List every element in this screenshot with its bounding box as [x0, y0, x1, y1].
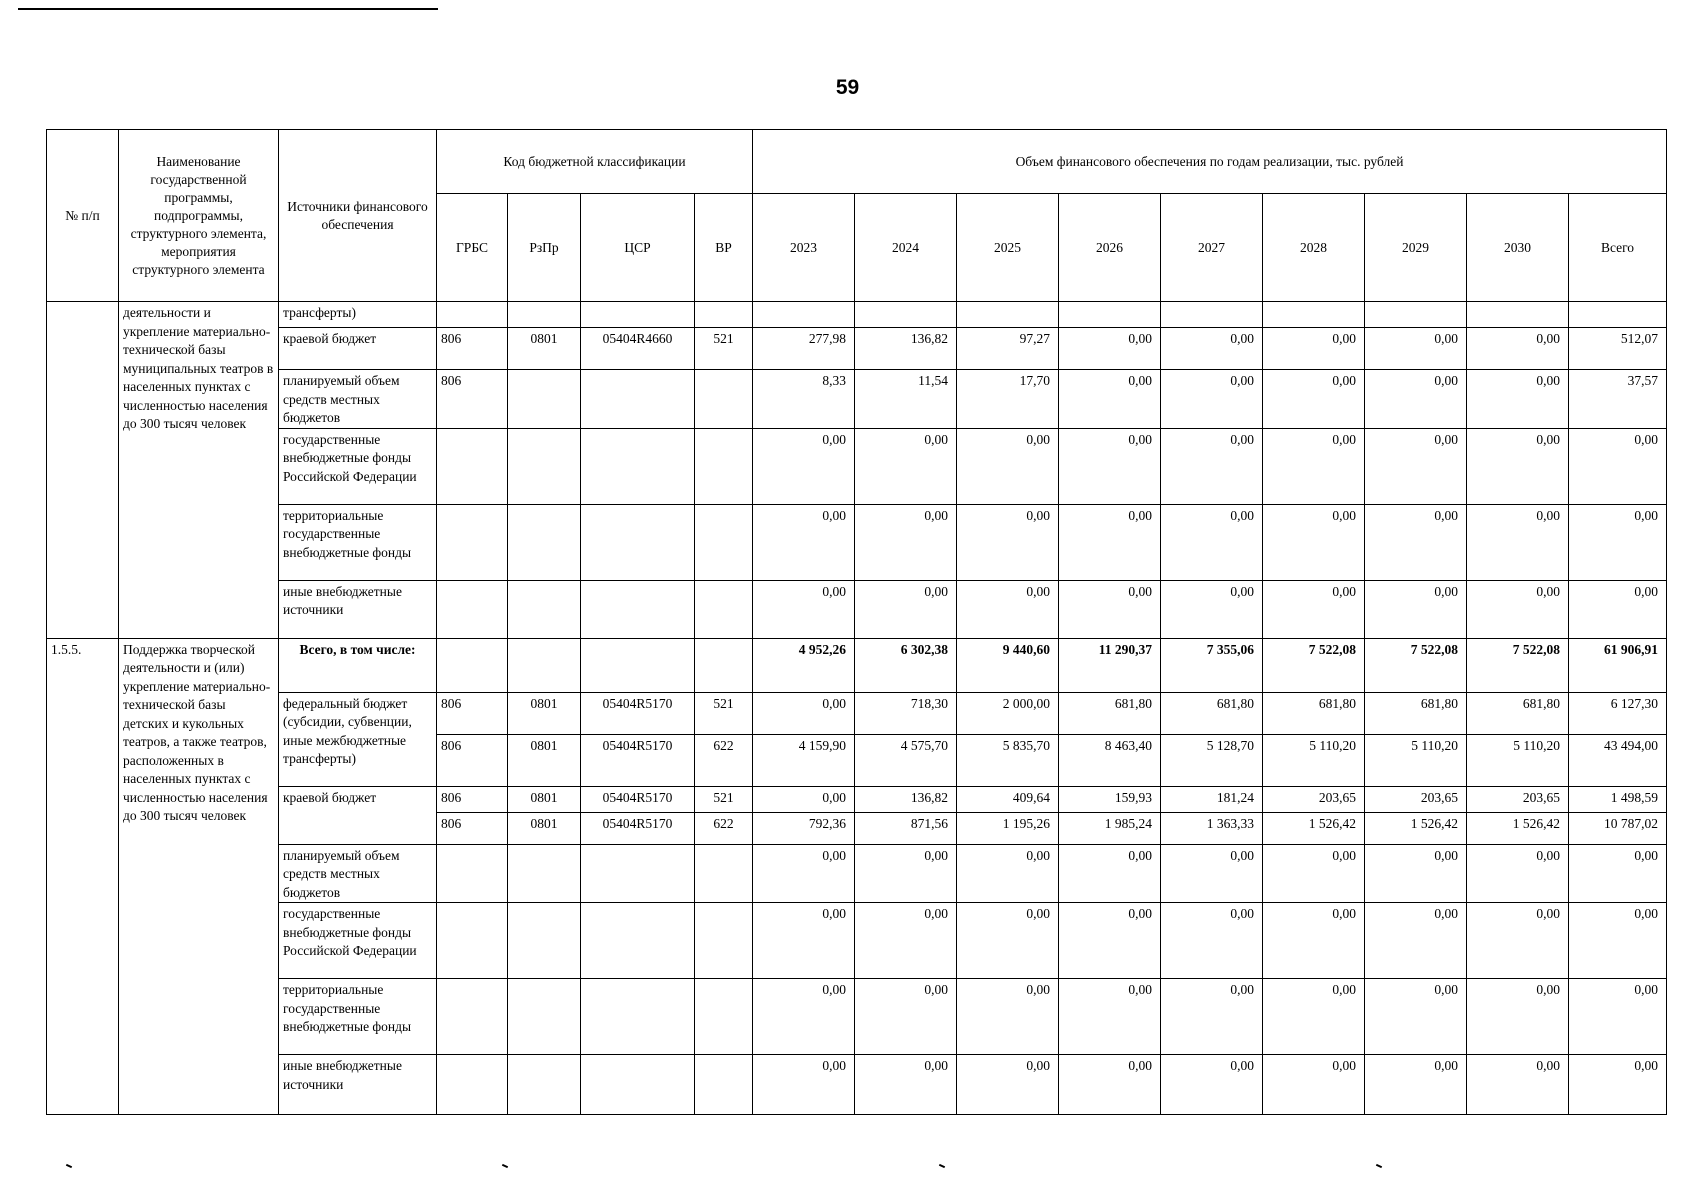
- header-codes-group: Код бюджетной классификации: [437, 130, 753, 194]
- cell-csr: 05404R5170: [581, 692, 695, 734]
- header-source: Источники финансового обеспечения: [279, 130, 437, 302]
- cell-rzpr: 0801: [508, 812, 581, 844]
- table-row: [47, 1055, 1667, 1115]
- cell-value: 409,64: [957, 786, 1059, 812]
- cell-value: 0,00: [753, 786, 855, 812]
- cell-source: государственные внебюджетные фонды Российской Федерации: [279, 428, 437, 504]
- cell-value: 11,54: [855, 370, 957, 429]
- header-code-vr: ВР: [695, 194, 753, 302]
- cell-value: 0,00: [1263, 580, 1365, 638]
- cell-code-empty: [581, 1055, 695, 1115]
- cell-source: трансферты): [279, 302, 437, 328]
- cell-value: 0,00: [1161, 504, 1263, 580]
- cell-value: [753, 302, 855, 328]
- cell-value: 792,36: [753, 812, 855, 844]
- cell-vr: [695, 302, 753, 328]
- cell-csr: [581, 370, 695, 429]
- cell-code-empty: [695, 1055, 753, 1115]
- cell-value: 0,00: [753, 903, 855, 979]
- cell-value: [855, 302, 957, 328]
- header-num: № п/п: [47, 130, 119, 302]
- header-year: 2024: [855, 194, 957, 302]
- cell-value: 0,00: [753, 580, 855, 638]
- cell-grbs: 806: [437, 734, 508, 786]
- table-row: [47, 370, 1667, 429]
- cell-value: 0,00: [753, 504, 855, 580]
- cell-source: государственные внебюджетные фонды Российской Федерации: [279, 903, 437, 979]
- cell-value: 0,00: [1059, 844, 1161, 903]
- cell-value: 0,00: [1365, 903, 1467, 979]
- table-header: [47, 130, 1667, 302]
- cell-value: 0,00: [855, 844, 957, 903]
- header-year: 2023: [753, 194, 855, 302]
- cell-value: 4 952,26: [753, 638, 855, 692]
- cell-value: 5 110,20: [1467, 734, 1569, 786]
- cell-value: 203,65: [1467, 786, 1569, 812]
- cell-rzpr: [508, 302, 581, 328]
- cell-value: 5 110,20: [1365, 734, 1467, 786]
- cell-value: 0,00: [1161, 328, 1263, 370]
- cell-value: 0,00: [753, 1055, 855, 1115]
- cell-value: 0,00: [957, 504, 1059, 580]
- cell-value: [1467, 302, 1569, 328]
- cell-code-empty: [695, 638, 753, 692]
- cell-value: 4 159,90: [753, 734, 855, 786]
- cell-value: 0,00: [1263, 979, 1365, 1055]
- header-year: 2030: [1467, 194, 1569, 302]
- header-year: 2029: [1365, 194, 1467, 302]
- cell-value: 0,00: [957, 428, 1059, 504]
- cell-source: федеральный бюджет (субсидии, субвенции, иные межбюджетные трансферты): [279, 692, 437, 786]
- cell-source: планируемый объем средств местных бюджетов: [279, 844, 437, 903]
- cell-csr: [581, 428, 695, 504]
- cell-value: 0,00: [1263, 328, 1365, 370]
- page-number: 59: [835, 76, 860, 99]
- cell-grbs: [437, 302, 508, 328]
- table-row: [47, 638, 1667, 692]
- cell-grbs: [437, 504, 508, 580]
- cell-value: 0,00: [1365, 979, 1467, 1055]
- cell-value: 0,00: [1161, 370, 1263, 429]
- cell-value: 7 522,08: [1365, 638, 1467, 692]
- cell-code-empty: [695, 979, 753, 1055]
- cell-vr: 622: [695, 812, 753, 844]
- cell-value: 0,00: [1263, 370, 1365, 429]
- budget-table: [46, 129, 1667, 1115]
- cell-value: 0,00: [1365, 428, 1467, 504]
- cell-value: 0,00: [1059, 979, 1161, 1055]
- cell-value: 0,00: [1059, 1055, 1161, 1115]
- cell-value: 0,00: [1467, 979, 1569, 1055]
- cell-value: [957, 302, 1059, 328]
- cell-code-empty: [437, 844, 508, 903]
- cell-value: 0,00: [753, 428, 855, 504]
- cell-value: 0,00: [1365, 580, 1467, 638]
- cell-value: 159,93: [1059, 786, 1161, 812]
- cell-value: 0,00: [1569, 903, 1667, 979]
- cell-value: 0,00: [855, 504, 957, 580]
- cell-value: 871,56: [855, 812, 957, 844]
- cell-value: 181,24: [1161, 786, 1263, 812]
- cell-grbs: 806: [437, 370, 508, 429]
- cell-value: 0,00: [1263, 903, 1365, 979]
- cell-csr: [581, 580, 695, 638]
- cell-value: 0,00: [855, 979, 957, 1055]
- table-row: [47, 903, 1667, 979]
- cell-value: 0,00: [1365, 504, 1467, 580]
- cell-grbs: [437, 428, 508, 504]
- cell-value: 0,00: [1569, 580, 1667, 638]
- cell-value: 8,33: [753, 370, 855, 429]
- cell-vr: 521: [695, 786, 753, 812]
- cell-value: 1 526,42: [1467, 812, 1569, 844]
- cell-value: 0,00: [1569, 979, 1667, 1055]
- cell-value: 9 440,60: [957, 638, 1059, 692]
- cell-rzpr: [508, 580, 581, 638]
- cell-value: [1161, 302, 1263, 328]
- cell-vr: [695, 580, 753, 638]
- cell-value: 203,65: [1263, 786, 1365, 812]
- cell-name: деятельности и укрепление материально-технической базы муниципальных театров в населенных пунктах с численностью населения до 300 тысяч человек: [119, 302, 279, 639]
- cell-value: 681,80: [1365, 692, 1467, 734]
- cell-value: 512,07: [1569, 328, 1667, 370]
- cell-value: 0,00: [1161, 844, 1263, 903]
- cell-source: краевой бюджет: [279, 328, 437, 370]
- cell-value: 6 127,30: [1569, 692, 1667, 734]
- cell-value: 0,00: [1569, 428, 1667, 504]
- cell-value: 0,00: [855, 1055, 957, 1115]
- cell-value: 0,00: [1161, 580, 1263, 638]
- cell-rzpr: 0801: [508, 692, 581, 734]
- cell-csr: [581, 302, 695, 328]
- cell-value: 7 522,08: [1263, 638, 1365, 692]
- cell-rzpr: 0801: [508, 786, 581, 812]
- cell-code-empty: [695, 844, 753, 903]
- cell-value: 0,00: [1059, 428, 1161, 504]
- cell-code-empty: [581, 979, 695, 1055]
- table-row: [47, 428, 1667, 504]
- cell-code-empty: [437, 638, 508, 692]
- table-row: [47, 302, 1667, 328]
- cell-source: иные внебюджетные источники: [279, 1055, 437, 1115]
- cell-value: 0,00: [1569, 504, 1667, 580]
- cell-value: 61 906,91: [1569, 638, 1667, 692]
- cell-value: 0,00: [1263, 504, 1365, 580]
- cell-source: планируемый объем средств местных бюджетов: [279, 370, 437, 429]
- cell-vr: 521: [695, 692, 753, 734]
- cell-csr: 05404R4660: [581, 328, 695, 370]
- cell-code-empty: [508, 638, 581, 692]
- cell-value: 5 110,20: [1263, 734, 1365, 786]
- cell-source: иные внебюджетные источники: [279, 580, 437, 638]
- cell-value: 6 302,38: [855, 638, 957, 692]
- cell-value: 0,00: [1365, 844, 1467, 903]
- cell-value: 0,00: [753, 692, 855, 734]
- cell-num: [47, 302, 119, 639]
- cell-csr: 05404R5170: [581, 812, 695, 844]
- cell-value: 203,65: [1365, 786, 1467, 812]
- cell-code-empty: [437, 979, 508, 1055]
- header-total: Всего: [1569, 194, 1667, 302]
- table-body: [47, 302, 1667, 1115]
- cell-grbs: 806: [437, 692, 508, 734]
- cell-code-empty: [695, 903, 753, 979]
- cell-value: 0,00: [855, 903, 957, 979]
- cell-csr: 05404R5170: [581, 734, 695, 786]
- cell-value: 0,00: [753, 844, 855, 903]
- cell-num: 1.5.5.: [47, 638, 119, 1115]
- cell-value: 0,00: [1569, 844, 1667, 903]
- cell-value: 0,00: [1365, 1055, 1467, 1115]
- cell-value: 718,30: [855, 692, 957, 734]
- cell-name: Поддержка творческой деятельности и (или) укрепление материально-технической базы детских и кукольных театров, а также театров, расположенных в населенных пунктах с численностью населения до 300 тысяч человек: [119, 638, 279, 1115]
- cell-value: 0,00: [1161, 979, 1263, 1055]
- table-row: [47, 786, 1667, 812]
- cell-value: 1 985,24: [1059, 812, 1161, 844]
- cell-rzpr: [508, 504, 581, 580]
- cell-value: 97,27: [957, 328, 1059, 370]
- cell-grbs: 806: [437, 812, 508, 844]
- cell-value: 1 363,33: [1161, 812, 1263, 844]
- cell-value: 43 494,00: [1569, 734, 1667, 786]
- cell-grbs: [437, 580, 508, 638]
- cell-value: 681,80: [1161, 692, 1263, 734]
- cell-value: 5 835,70: [957, 734, 1059, 786]
- cell-value: 0,00: [1059, 328, 1161, 370]
- cell-value: 7 522,08: [1467, 638, 1569, 692]
- cell-value: 0,00: [1263, 428, 1365, 504]
- header-code-grbs: ГРБС: [437, 194, 508, 302]
- cell-value: 0,00: [1467, 580, 1569, 638]
- cell-vr: 622: [695, 734, 753, 786]
- cell-value: 0,00: [957, 903, 1059, 979]
- cell-value: 1 498,59: [1569, 786, 1667, 812]
- cell-value: 7 355,06: [1161, 638, 1263, 692]
- cell-value: [1263, 302, 1365, 328]
- header-code-csr: ЦСР: [581, 194, 695, 302]
- cell-rzpr: 0801: [508, 328, 581, 370]
- cell-value: 10 787,02: [1569, 812, 1667, 844]
- cell-csr: [581, 504, 695, 580]
- cell-source: краевой бюджет: [279, 786, 437, 844]
- cell-vr: [695, 428, 753, 504]
- cell-source: Всего, в том числе:: [279, 638, 437, 692]
- cell-value: 0,00: [1263, 1055, 1365, 1115]
- cell-value: 0,00: [753, 979, 855, 1055]
- cell-value: 0,00: [1467, 328, 1569, 370]
- cell-value: 17,70: [957, 370, 1059, 429]
- cell-vr: [695, 370, 753, 429]
- cell-code-empty: [508, 979, 581, 1055]
- cell-value: 0,00: [1161, 1055, 1263, 1115]
- top-rule: [18, 8, 438, 10]
- table-row: [47, 328, 1667, 370]
- cell-value: 8 463,40: [1059, 734, 1161, 786]
- cell-source: территориальные государственные внебюджетные фонды: [279, 504, 437, 580]
- cell-code-empty: [437, 903, 508, 979]
- cell-vr: 521: [695, 328, 753, 370]
- cell-code-empty: [437, 1055, 508, 1115]
- cell-value: 0,00: [1467, 1055, 1569, 1115]
- header-year: 2027: [1161, 194, 1263, 302]
- cell-code-empty: [581, 903, 695, 979]
- cell-value: [1569, 302, 1667, 328]
- cell-value: 0,00: [957, 1055, 1059, 1115]
- cell-value: 0,00: [1059, 504, 1161, 580]
- table-row: [47, 504, 1667, 580]
- cell-rzpr: 0801: [508, 734, 581, 786]
- cell-code-empty: [508, 844, 581, 903]
- header-year: 2026: [1059, 194, 1161, 302]
- cell-grbs: 806: [437, 328, 508, 370]
- cell-value: 37,57: [1569, 370, 1667, 429]
- cell-value: 5 128,70: [1161, 734, 1263, 786]
- cell-code-empty: [508, 1055, 581, 1115]
- cell-value: 0,00: [1059, 580, 1161, 638]
- cell-rzpr: [508, 428, 581, 504]
- header-volume-group: Объем финансового обеспечения по годам реализации, тыс. рублей: [753, 130, 1667, 194]
- scan-marks: [0, 1165, 1695, 1175]
- cell-value: 0,00: [1161, 903, 1263, 979]
- cell-value: 136,82: [855, 786, 957, 812]
- cell-value: 0,00: [1467, 504, 1569, 580]
- header-year: 2025: [957, 194, 1059, 302]
- cell-vr: [695, 504, 753, 580]
- cell-value: 0,00: [1059, 370, 1161, 429]
- cell-csr: 05404R5170: [581, 786, 695, 812]
- cell-value: 0,00: [855, 428, 957, 504]
- cell-value: 0,00: [1161, 428, 1263, 504]
- table-row: [47, 580, 1667, 638]
- cell-value: 0,00: [957, 844, 1059, 903]
- cell-value: 1 195,26: [957, 812, 1059, 844]
- cell-value: 0,00: [1263, 844, 1365, 903]
- cell-source: территориальные государственные внебюджетные фонды: [279, 979, 437, 1055]
- cell-value: 0,00: [1467, 428, 1569, 504]
- cell-code-empty: [581, 638, 695, 692]
- cell-value: 0,00: [1467, 370, 1569, 429]
- scan-mark: [66, 1164, 72, 1168]
- scan-mark: [1376, 1164, 1382, 1168]
- cell-value: 4 575,70: [855, 734, 957, 786]
- cell-value: 277,98: [753, 328, 855, 370]
- cell-value: 681,80: [1059, 692, 1161, 734]
- cell-value: 0,00: [1059, 903, 1161, 979]
- cell-value: [1059, 302, 1161, 328]
- cell-value: 0,00: [855, 580, 957, 638]
- table-row: [47, 692, 1667, 734]
- cell-value: 0,00: [1365, 328, 1467, 370]
- table-row: [47, 979, 1667, 1055]
- scan-mark: [939, 1164, 945, 1168]
- header-name: Наименование государственной программы, подпрограммы, структурного элемента, мероприятия структурного элемента: [119, 130, 279, 302]
- scan-mark: [502, 1164, 508, 1168]
- cell-value: 11 290,37: [1059, 638, 1161, 692]
- cell-value: 0,00: [1467, 903, 1569, 979]
- cell-value: 0,00: [1569, 1055, 1667, 1115]
- cell-grbs: 806: [437, 786, 508, 812]
- cell-value: 1 526,42: [1263, 812, 1365, 844]
- cell-value: 0,00: [1467, 844, 1569, 903]
- table-row: [47, 844, 1667, 903]
- cell-value: [1365, 302, 1467, 328]
- cell-code-empty: [581, 844, 695, 903]
- cell-code-empty: [508, 903, 581, 979]
- cell-rzpr: [508, 370, 581, 429]
- cell-value: 136,82: [855, 328, 957, 370]
- cell-value: 681,80: [1467, 692, 1569, 734]
- cell-value: 0,00: [957, 580, 1059, 638]
- cell-value: 0,00: [957, 979, 1059, 1055]
- header-code-rzpr: РзПр: [508, 194, 581, 302]
- cell-value: 2 000,00: [957, 692, 1059, 734]
- header-year: 2028: [1263, 194, 1365, 302]
- cell-value: 1 526,42: [1365, 812, 1467, 844]
- cell-value: 681,80: [1263, 692, 1365, 734]
- cell-value: 0,00: [1365, 370, 1467, 429]
